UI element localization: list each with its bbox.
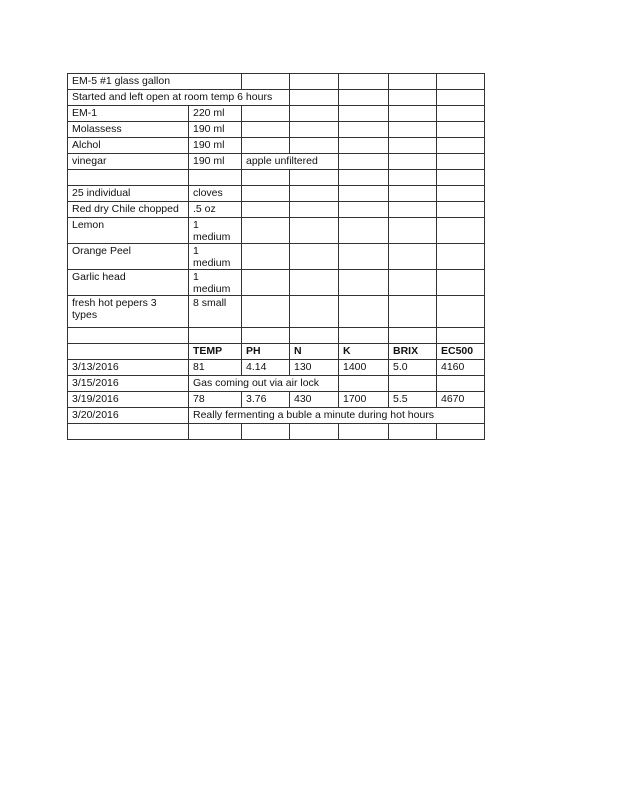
measurement-row: 3/19/2016 78 3.76 430 1700 5.5 4670: [68, 392, 485, 408]
empty-row: [68, 170, 485, 186]
header-ec500: EC500: [437, 344, 485, 360]
start-note: Started and left open at room temp 6 hours: [68, 90, 290, 106]
ingredient-row: EM-1 220 ml: [68, 106, 485, 122]
measurement-header-row: [68, 344, 485, 360]
addition-row: fresh hot pepers 3 types 8 small: [68, 296, 485, 328]
header-k: K: [339, 344, 389, 360]
ingredient-row: Alchol 190 ml: [68, 138, 485, 154]
table-title: EM-5 #1 glass gallon: [68, 74, 242, 90]
ingredient-row: vinegar 190 ml apple unfiltered: [68, 154, 485, 170]
empty-row: [68, 424, 485, 440]
ingredient-row: Molassess 190 ml: [68, 122, 485, 138]
header-ph: PH: [242, 344, 290, 360]
addition-row: Orange Peel 1 medium: [68, 244, 485, 270]
measurement-row: 3/20/2016 Really fermenting a buble a minute during hot hours: [68, 408, 485, 424]
measurement-row: 3/15/2016 Gas coming out via air lock: [68, 376, 485, 392]
note-row: [68, 90, 485, 106]
empty-row: [68, 328, 485, 344]
addition-row: 25 individual cloves: [68, 186, 485, 202]
addition-row: Red dry Chile chopped .5 oz: [68, 202, 485, 218]
addition-row: Garlic head 1 medium: [68, 270, 485, 296]
header-brix: BRIX: [389, 344, 437, 360]
header-n: N: [290, 344, 339, 360]
addition-row: Lemon 1 medium: [68, 218, 485, 244]
header-temp: TEMP: [189, 344, 242, 360]
measurement-row: 3/13/2016 81 4.14 130 1400 5.0 4160: [68, 360, 485, 376]
fermentation-log-table: [67, 73, 485, 440]
title-row: [68, 74, 485, 90]
